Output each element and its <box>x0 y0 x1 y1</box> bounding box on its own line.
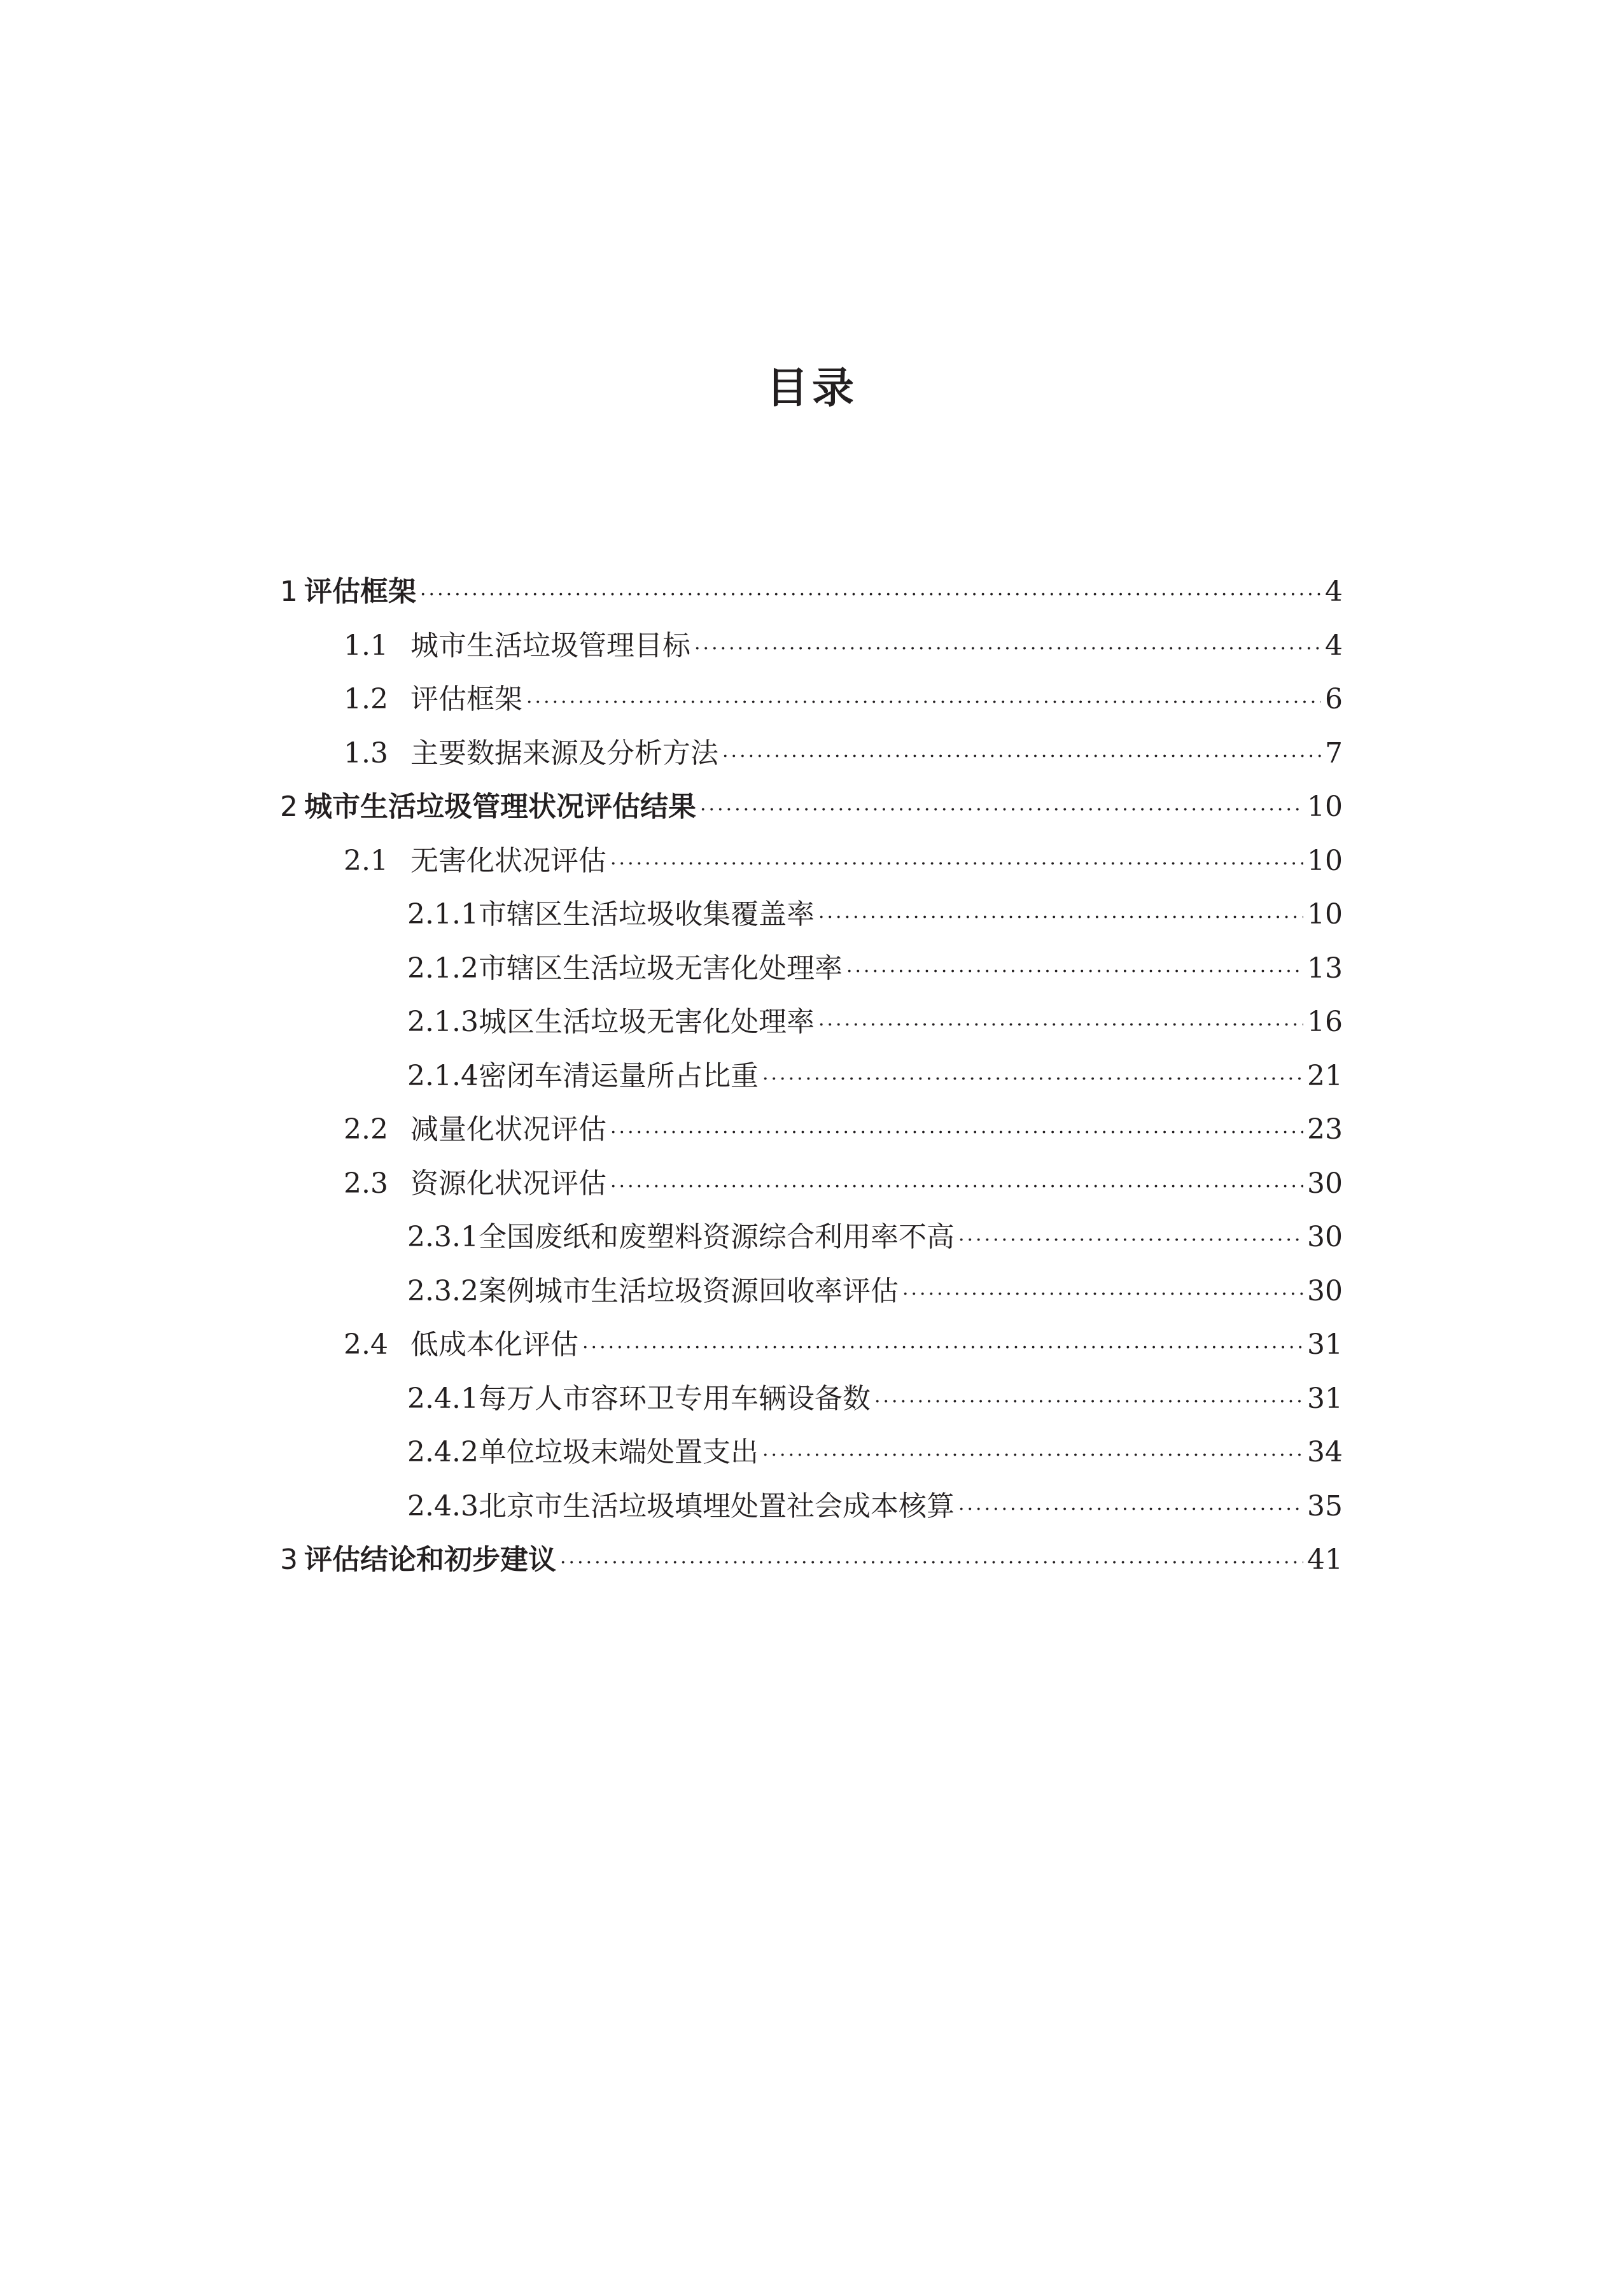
toc-entry-title: 城市生活垃圾管理状况评估结果 <box>304 791 696 823</box>
toc-entry-2-1-2[interactable] <box>280 942 1343 996</box>
toc-entry-1-3[interactable] <box>280 727 1343 781</box>
dot-leader <box>610 1160 1303 1214</box>
toc-entry-page: 13 <box>1307 952 1343 985</box>
dot-leader <box>762 1053 1303 1107</box>
toc-entry-title: 北京市生活垃圾填埋处置社会成本核算 <box>478 1489 955 1522</box>
toc-entry-2-4-2[interactable] <box>280 1426 1343 1480</box>
toc-entry-title: 全国废纸和废塑料资源综合利用率不高 <box>478 1221 955 1253</box>
toc-entry-number: 2.2 <box>344 1113 388 1146</box>
toc-entry-page: 6 <box>1325 683 1343 715</box>
dot-leader <box>526 676 1321 730</box>
toc-entry-number: 2.3.1 <box>407 1221 479 1253</box>
toc-entry-page: 31 <box>1307 1328 1343 1361</box>
toc-entry-title: 无害化状况评估 <box>410 844 606 877</box>
dot-leader <box>818 891 1303 945</box>
toc-entry-title: 低成本化评估 <box>410 1328 578 1361</box>
dot-leader <box>582 1321 1303 1375</box>
toc-entry-number: 2.4.1 <box>407 1382 479 1415</box>
toc-entry-title: 案例城市生活垃圾资源回收率评估 <box>478 1274 899 1307</box>
dot-leader <box>762 1429 1303 1483</box>
toc-entry-page: 21 <box>1307 1059 1343 1092</box>
toc-entry-title: 市辖区生活垃圾收集覆盖率 <box>478 898 815 931</box>
page-title: 目录 <box>766 363 858 412</box>
dot-leader <box>610 1106 1303 1160</box>
dot-leader <box>420 568 1321 622</box>
toc-entry-title: 市辖区生活垃圾无害化处理率 <box>478 952 843 985</box>
toc-entry-number: 2 <box>280 791 298 823</box>
toc-entry-number: 2.1 <box>344 844 388 877</box>
toc-entry-page: 4 <box>1325 575 1343 608</box>
toc-entry-page: 30 <box>1307 1221 1343 1253</box>
toc-entry-title: 评估框架 <box>304 575 416 608</box>
toc-entry-title: 城区生活垃圾无害化处理率 <box>478 1006 815 1038</box>
toc-entry-page: 30 <box>1307 1274 1343 1307</box>
toc-entry-2-4[interactable] <box>280 1318 1343 1372</box>
dot-leader <box>818 999 1303 1053</box>
toc-entry-number: 2.1.2 <box>407 952 479 985</box>
toc-entry-2-3-2[interactable] <box>280 1265 1343 1319</box>
toc-entry-number: 2.1.3 <box>407 1006 479 1038</box>
toc-entry-number: 2.3 <box>344 1167 388 1200</box>
dot-leader <box>700 784 1303 838</box>
dot-leader <box>560 1536 1303 1591</box>
toc-entry-2-4-3[interactable] <box>280 1480 1343 1534</box>
toc-entry-title: 减量化状况评估 <box>410 1113 606 1146</box>
toc-entry-page: 10 <box>1307 844 1343 877</box>
toc-entry-title: 单位垃圾末端处置支出 <box>478 1436 759 1468</box>
dot-leader <box>874 1375 1303 1430</box>
dot-leader <box>610 838 1303 892</box>
toc-entry-number: 1.3 <box>344 736 388 770</box>
toc-entry-1-1[interactable] <box>280 619 1343 673</box>
toc-entry-2-1-1[interactable] <box>280 888 1343 942</box>
dot-leader <box>846 945 1303 999</box>
toc-entry-number: 1.2 <box>344 683 388 715</box>
toc-entry-page: 4 <box>1325 629 1343 662</box>
toc-entry-2-1-4[interactable] <box>280 1050 1343 1104</box>
toc-entry-title: 主要数据来源及分析方法 <box>410 736 718 770</box>
toc-entry-page: 34 <box>1307 1436 1343 1468</box>
toc-entry-2-1[interactable] <box>280 834 1343 889</box>
toc-entry-number: 2.3.2 <box>407 1274 479 1307</box>
dot-leader <box>722 730 1321 784</box>
toc-entry-number: 2.4.3 <box>407 1489 479 1522</box>
toc-entry-title: 每万人市容环卫专用车辆设备数 <box>478 1382 871 1415</box>
toc-entry-1-2[interactable] <box>280 673 1343 727</box>
toc-entry-number: 2.4 <box>344 1328 388 1361</box>
toc-entry-number: 2.1.1 <box>407 898 479 931</box>
toc-entry-title: 评估结论和初步建议 <box>304 1543 556 1576</box>
dot-leader <box>958 1483 1303 1537</box>
toc-entry-page: 41 <box>1307 1543 1343 1576</box>
toc-entry-number: 1 <box>280 575 298 608</box>
toc-entry-2-3-1[interactable] <box>280 1211 1343 1265</box>
toc-entry-page: 35 <box>1307 1489 1343 1522</box>
toc-entry-number: 2.1.4 <box>407 1059 479 1092</box>
toc-entry-1[interactable] <box>280 565 1343 619</box>
toc-entry-title: 评估框架 <box>410 683 522 715</box>
toc-entry-page: 31 <box>1307 1382 1343 1415</box>
toc-entry-title: 密闭车清运量所占比重 <box>478 1059 759 1092</box>
toc-entry-page: 7 <box>1325 736 1343 770</box>
dot-leader <box>694 622 1321 677</box>
toc-entry-2-3[interactable] <box>280 1157 1343 1211</box>
dot-leader <box>958 1214 1303 1268</box>
table-of-contents <box>280 565 1343 1587</box>
toc-entry-3[interactable] <box>280 1533 1343 1587</box>
toc-entry-page: 23 <box>1307 1113 1343 1146</box>
toc-entry-2-4-1[interactable] <box>280 1372 1343 1426</box>
toc-entry-title: 资源化状况评估 <box>410 1167 606 1200</box>
dot-leader <box>902 1268 1303 1322</box>
toc-entry-2[interactable] <box>280 780 1343 834</box>
toc-entry-number: 3 <box>280 1543 298 1576</box>
toc-entry-page: 10 <box>1307 791 1343 823</box>
toc-entry-page: 16 <box>1307 1006 1343 1038</box>
toc-entry-title: 城市生活垃圾管理目标 <box>410 629 690 662</box>
toc-entry-2-2[interactable] <box>280 1103 1343 1157</box>
toc-entry-2-1-3[interactable] <box>280 995 1343 1050</box>
toc-entry-number: 2.4.2 <box>407 1436 479 1468</box>
toc-entry-number: 1.1 <box>344 629 388 662</box>
toc-entry-page: 10 <box>1307 898 1343 931</box>
toc-entry-page: 30 <box>1307 1167 1343 1200</box>
